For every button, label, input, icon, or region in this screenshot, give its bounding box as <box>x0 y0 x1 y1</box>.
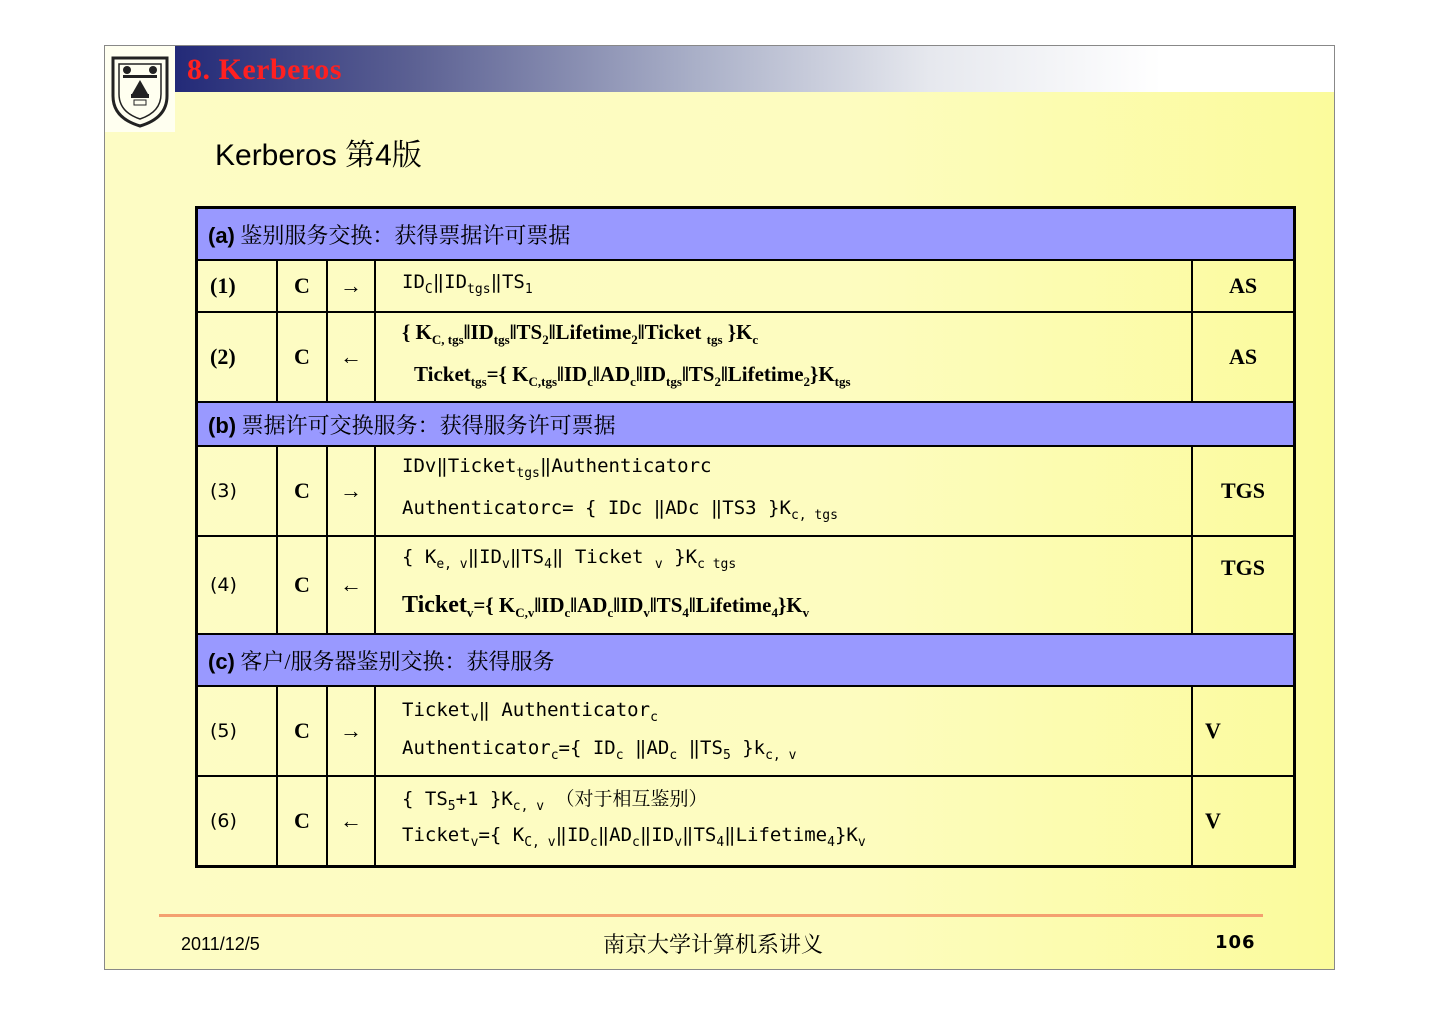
section-label: (b) <box>208 412 237 438</box>
step-number: (6) <box>197 776 278 866</box>
message-line: Ticket$_v$‖ Authenticator$_c$ <box>402 699 658 725</box>
arrow-cell: → <box>327 260 375 312</box>
step-number: (3) <box>197 446 278 536</box>
step-number: (4) <box>197 536 278 634</box>
message-line: Ticket$_{tgs}$={ $K_{C,tgs}‖ID_c‖AD_c‖ID_{tgs}‖TS_2‖Lifetime_2\}K_{tgs}$ <box>414 362 851 390</box>
title-banner <box>175 46 1335 92</box>
entity-cell: C <box>277 260 327 312</box>
arrow-cell: → <box>327 446 375 536</box>
entity-cell: C <box>277 686 327 776</box>
destination-cell: AS <box>1192 260 1295 312</box>
kerberos-exchange-table <box>195 206 1296 868</box>
step-number: (5) <box>197 686 278 776</box>
section-row-b <box>197 402 1295 446</box>
message-cell <box>375 312 1192 402</box>
slide <box>104 45 1335 970</box>
section-text: 客户/服务器鉴别交换：获得服务 <box>234 648 555 674</box>
message-line: { $K_{C, tgs}‖ID_{tgs}‖TS_2‖Lifetime_2‖Ticket$ $_{tgs}$ }$K_c$ <box>402 319 759 347</box>
table-row <box>197 686 1295 776</box>
section-label: (a) <box>208 222 235 248</box>
section-label: (c) <box>208 648 235 674</box>
message-line: Authenticatorc= { IDc ‖ADc ‖TS3 }$K_{c, tgs}$ <box>402 497 838 523</box>
message-cell <box>375 260 1192 312</box>
destination-cell: V <box>1192 776 1295 866</box>
section-text: 鉴别服务交换：获得票据许可票据 <box>234 222 571 248</box>
table-row <box>197 312 1295 402</box>
message-line: Ticket$_v$={ $K_{C,v}‖ID_c‖AD_c‖ID_v‖TS_4‖Lifetime_4\}K_v$ <box>402 591 810 620</box>
entity-cell: C <box>277 776 327 866</box>
destination-cell: TGS <box>1192 446 1295 536</box>
page-number: 106 <box>1215 932 1256 953</box>
table-row <box>197 446 1295 536</box>
message-cell <box>375 536 1192 634</box>
footer-divider <box>159 914 1263 917</box>
table-row <box>197 260 1295 312</box>
university-seal-logo <box>109 52 171 128</box>
arrow-cell: ← <box>327 312 375 402</box>
message-line: IDv‖Ticket$_{tgs}$‖Authenticatorc <box>402 455 712 481</box>
destination-cell: V <box>1192 686 1295 776</box>
footer-course-name: 南京大学计算机系讲义 <box>603 932 824 957</box>
step-number: (1) <box>197 260 278 312</box>
message-cell <box>375 776 1192 866</box>
footer-date: 2011/12/5 <box>181 934 260 954</box>
message-cell <box>375 446 1192 536</box>
arrow-cell: ← <box>327 536 375 634</box>
message-line: { $K_{e, v}‖ID_v‖TS_4‖$ Ticket $_v$ }$K_{c tgs}$ <box>402 546 737 572</box>
section-text: 票据许可交换服务：获得服务许可票据 <box>236 412 616 438</box>
message-line: Authenticator$_c$={ $ID_c$ $‖AD_c$ $‖TS_5$ }$k_{c, v}$ <box>402 737 797 763</box>
step-number: (2) <box>197 312 278 402</box>
arrow-cell: → <box>327 686 375 776</box>
logo-area <box>105 46 175 132</box>
table-row <box>197 536 1295 634</box>
table-row <box>197 776 1295 866</box>
message-cell <box>375 686 1192 776</box>
slide-subtitle: Kerberos 第4版 <box>215 139 422 172</box>
arrow-cell: ← <box>327 776 375 866</box>
message-line: $ID_C‖ID_{tgs}‖TS_1$ <box>402 271 533 297</box>
section-row-a <box>197 208 1295 261</box>
message-line: Ticket$_v$={ $K_{C, v}‖ID_c‖AD_c‖ID_v‖TS_4‖Lifetime_4\}K_v$ <box>402 823 866 850</box>
destination-cell: TGS <box>1192 536 1295 634</box>
entity-cell: C <box>277 312 327 402</box>
destination-cell: AS <box>1192 312 1295 402</box>
entity-cell: C <box>277 446 327 536</box>
message-line: { $TS_5+1$ }$K_{c, v}$ （对于相互鉴别） <box>402 787 708 814</box>
section-row-c <box>197 634 1295 686</box>
slide-title: 8. Kerberos <box>187 53 342 86</box>
entity-cell: C <box>277 536 327 634</box>
